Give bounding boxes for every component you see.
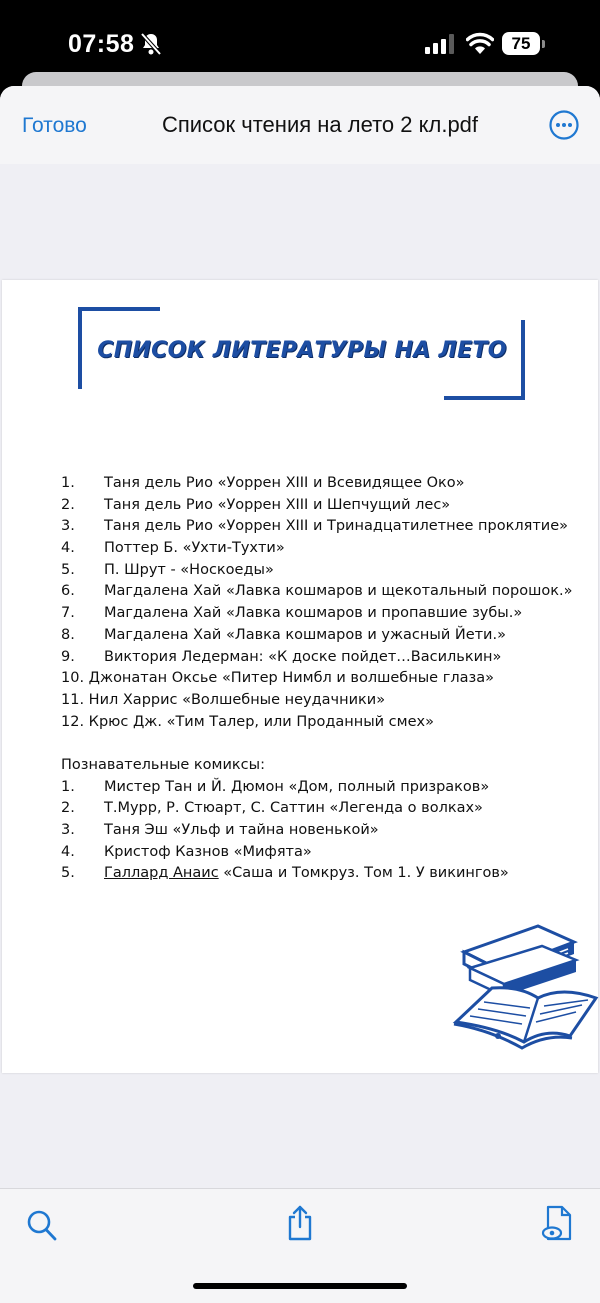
item-text: Таня дель Рио «Уоррен XIII и Тринадцатилетнее проклятие» [104,518,569,535]
list-item [61,625,591,647]
item-text: Магдалена Хай «Лавка кошмаров и ужасный Йети.» [104,626,506,643]
item-text: «Саша и Томкруз. Том 1. У викингов» [218,865,509,882]
list-item [61,538,591,560]
frame-corner-top [78,307,160,311]
item-number: 4. [61,540,75,557]
list-item [61,820,591,842]
done-button[interactable]: Готово [22,114,87,137]
page-heading: СПИСОК ЛИТЕРАТУРЫ НА ЛЕТО [97,338,507,363]
share-icon[interactable] [286,1205,314,1241]
list-item [61,560,591,582]
document-markup-icon[interactable] [540,1205,574,1243]
list-item [61,647,591,669]
item-text: Джонатан Оксье «Питер Нимбл и волшебные глаза» [88,670,494,687]
reading-list [61,473,591,885]
item-number: 1. [61,475,75,491]
item-text: Кристоф Казнов «Мифята» [104,843,312,860]
list-spacer [61,733,591,755]
item-number: 8. [61,626,75,643]
item-number: 5. [61,865,75,882]
item-number: 12. [61,713,85,730]
item-number: 7. [61,605,75,622]
item-text: Магдалена Хай «Лавка кошмаров и пропавшие зубы.» [104,605,523,622]
pdf-viewer-sheet [0,86,600,1303]
item-text: Таня Эш «Ульф и тайна новенькой» [104,822,379,838]
item-number: 9. [61,648,75,665]
item-number: 4. [61,843,75,860]
list-item [61,516,591,538]
bell-slash-icon [140,32,162,56]
item-text: Мистер Тан и Й. Дюмон «Дом, полный призраков» [104,778,490,795]
item-text: Таня дель Рио «Уоррен XIII и Шепчущий лес» [104,496,451,513]
frame-corner-left [78,307,82,389]
item-text: Т.Мурр, Р. Стюарт, С. Саттин «Легенда о волках» [104,800,483,817]
item-number: 10. [61,670,85,687]
item-number: 6. [61,583,75,600]
search-icon[interactable] [26,1209,58,1243]
item-text: Нил Харрис «Волшебные неудачники» [88,691,386,708]
list-item [61,668,591,690]
list-item [61,842,591,864]
wifi-icon [466,32,494,54]
item-text: П. Шрут - «Носкоеды» [104,561,274,578]
list-item [61,603,591,625]
list-item [61,712,591,734]
books-illustration-icon [450,924,600,1064]
battery-tip [542,40,545,48]
more-options-icon[interactable] [549,110,579,140]
status-time: 07:58 [68,30,135,58]
item-number: 5. [61,561,75,578]
item-author: Галлард Анаис [104,865,219,882]
item-number: 2. [61,800,75,817]
frame-corner-right [521,320,525,400]
list-item [61,863,591,885]
status-bar [0,0,600,80]
document-title: Список чтения на лето 2 кл.pdf [161,112,479,137]
item-number: 3. [61,518,75,535]
frame-corner-bottom [444,396,525,400]
battery-level: 75 [502,32,540,55]
home-indicator[interactable] [193,1283,407,1289]
battery-indicator [502,32,546,55]
list-item [61,473,591,495]
item-number: 1. [61,778,75,795]
list-item [61,777,591,799]
pdf-page[interactable] [2,280,598,1073]
item-text: Крюс Дж. «Тим Талер, или Проданный смех» [88,713,434,730]
item-number: 11. [61,691,85,708]
list-item [61,495,591,517]
comics-heading: Познавательные комиксы: [61,756,265,773]
list-item [61,581,591,603]
item-text: Поттер Б. «Ухти-Тухти» [104,540,285,557]
item-text: Магдалена Хай «Лавка кошмаров и щекотальный порошок.» [104,583,573,600]
item-text: Виктория Ледерман: «К доске пойдет…Василькин» [104,648,502,665]
navigation-bar [0,86,600,164]
cellular-signal-icon [425,34,455,54]
item-number: 2. [61,496,75,513]
list-item [61,690,591,712]
list-item [61,798,591,820]
item-number: 3. [61,822,75,838]
item-text: Таня дель Рио «Уоррен XIII и Всевидящее Око» [104,475,465,491]
